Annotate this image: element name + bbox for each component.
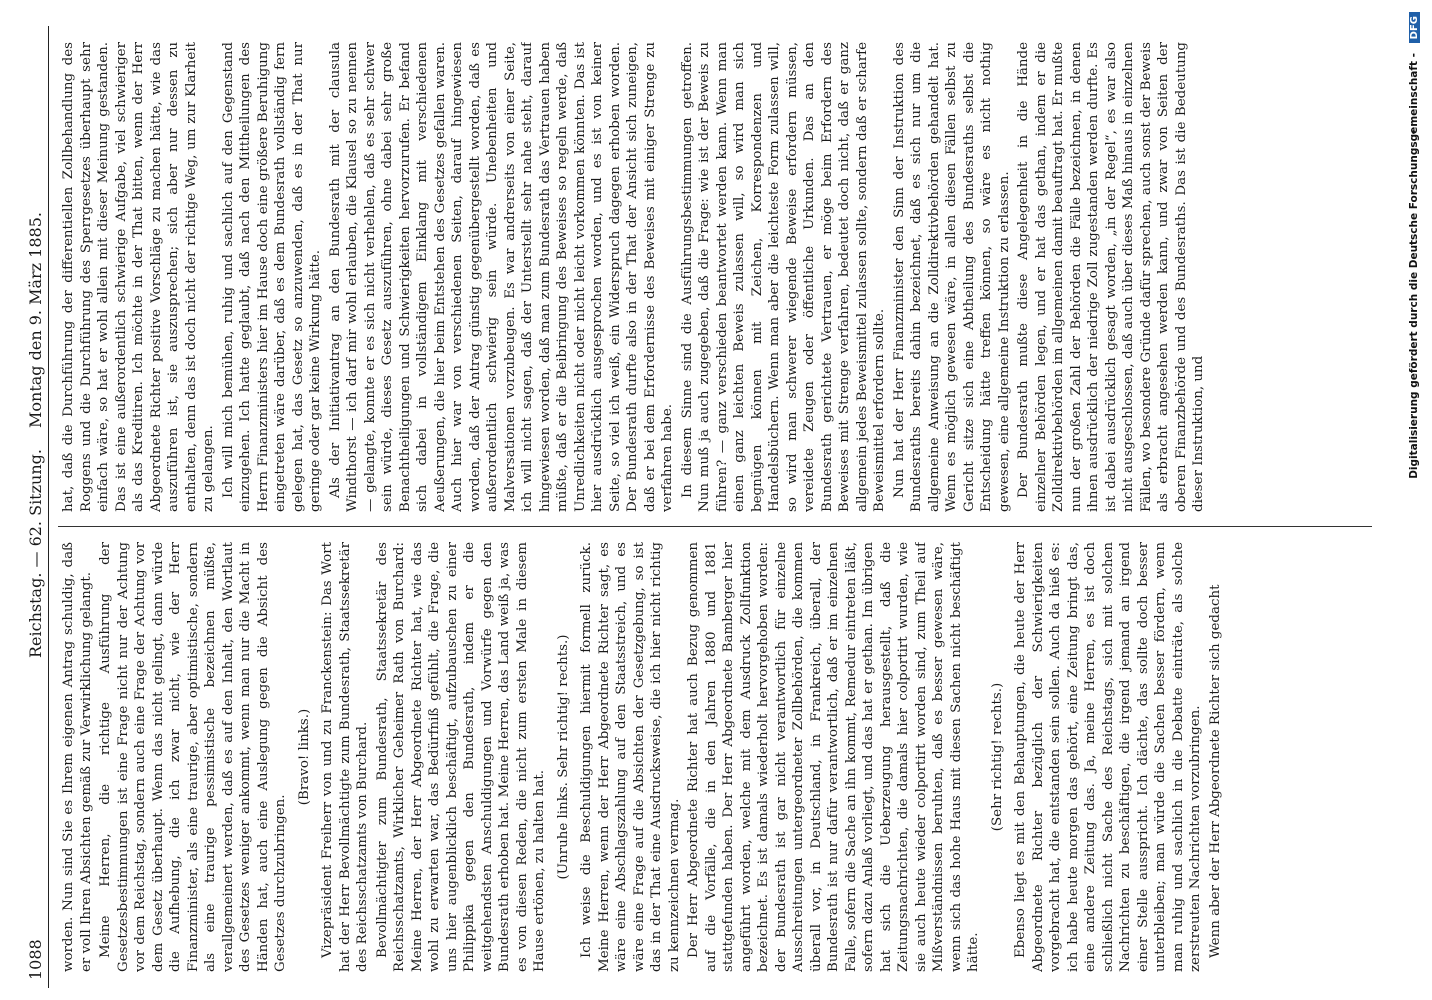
- paragraph: Bevollmächtigter zum Bundesrath, Staatssekretär des Reichsschatzamts, Wirklicher Geheimer Rath von Burchard: Meine Herren, der Herr Abgeordnete Richter hat, wie das wohl zu erwarten war, das Bedürfniß gefühlt, die Frage, die uns hier augenblicklich beschäftigt, aufzubauschen zu einer Philippika gegen den Bundesrath, indem er die weitgehendsten Anschuldigungen und Vorwürfe gegen den Bundesrath erhoben hat. Meine Herren, das Land weiß ja, was es von diesen Reden, die nicht zum ersten Male in diesem Hause ertönen, zu halten hat.: [374, 542, 547, 972]
- paragraph: (Sehr richtig! rechts.): [989, 682, 1005, 832]
- paragraph: (Bravo! links.): [296, 708, 312, 806]
- paragraph: hat, daß die Durchführung der differentiellen Zollbehandlung des Roggens und die Durchführung des Sperrgesetzes überhaupt sehr einfach wäre, so hat er wohl allein mit dieser Meinung gestanden. Das ist eine außerordentlich schwierige Aufgabe, viel schwieriger als das Kreditiren. Ich möchte in der That bitten, wenn der Herr Abgeordnete Richter positive Vorschläge zu machen hätte, wie das auszuführen ist, sie auszusprechen; sich aber nur dessen zu enthalten, denn das ist doch nicht der richtige Weg, um zur Klarheit zu gelangen.: [61, 42, 216, 512]
- paragraph: Vizepräsident Freiherr von und zu Franckenstein: Das Wort hat der Herr Bevollmächtigte zum Bundesrath, Staatssekretär des Reichsschatzamts von Burchard.: [320, 542, 370, 972]
- paragraph: Ich will mich bemühen, ruhig und sachlich auf den Gegenstand einzugehen. Ich hatte geglaubt, daß nach den Mittheilungen des Herrn Finanzministers hier im Hause doch eine größere Beruhigung eingetreten wäre darüber, daß es dem Bundesrath vollständig fern gelegen hat, das Gesetz so anzuwenden, daß es in der That nur geringe oder gar keine Wirkung hätte.: [220, 42, 323, 512]
- page-header: [22, 26, 49, 988]
- text-column-left: [60, 542, 1370, 972]
- paragraph: Der Herr Abgeordnete Richter hat auch Bezug genommen auf die Vorfälle, die in den Jahren 1880 und 1881 stattgefunden haben. Der Herr Abgeordnete Bamberger hier angeführt worden, welche mit dem Ausdruck Zollfunktion bezeichnet. Es ist damals wiederholt hervorgehoben worden: der Bundesrath ist gar nicht verantwortlich für einzelne Ausschreitungen untergeordneter Zollbehörden, die kommen überall vor, in Deutschland, in Frankreich, überall, der Bundesrath ist nur dafür verantwortlich, daß er im einzelnen Falle, sofern die Sache an ihn kommt, Remedur eintreten läßt, sofern dazu Anlaß vorliegt, und das hat er gethan. Im übrigen hat sich die Ueberzeugung herausgestellt, daß die Zeitungsnachrichten, die damals hier colportirt wurden, wie sie auch heute wieder colportirt worden sind, zum Theil auf Mißverständnissen beruhten, daß es besser gewesen wäre, wenn sich das hohe Haus mit diesen Sachen nicht beschäftigt hätte.: [686, 542, 981, 972]
- page-number: 1088: [26, 939, 45, 980]
- paragraph: In diesem Sinne sind die Ausführungsbestimmungen getroffen. Nun muß ja auch zugegeben, daß die Frage: wie ist der Beweis zu führen? — ganz verschieden beantwortet werden kann. Wenn man einen ganz leichten Beweis zulassen will, so wird man sich begnügen können mit Zeichen, Korrespondenzen und Handelsbüchern. Wenn man aber die leichteste Form zulassen will, so wird man schwerer wiegende Beweise erfordern müssen, vereidete Zeugen oder öffentliche Urkunden. Das an den Bundesrath gerichtete Vertrauen, er möge beim Erfordern des Beweises mit Strenge verfahren, bedeutet doch nicht, daß er ganz allgemein jedes Beweismittel zulassen sollte, sondern daß er scharfe Beweismittel erfordern sollte.: [679, 42, 887, 512]
- paragraph: Wenn aber der Herr Abgeordnete Richter sich gedacht: [1207, 584, 1223, 958]
- paragraph: Nun hat der Herr Finanzminister den Sinn der Instruktion des Bundesraths bereits dahin bezeichnet, daß es sich nur um die allgemeine Anweisung an die Zolldirektivbehörden gehandelt hat. Wenn es möglich gewesen wäre, in allen diesen Fällen selbst zu Gericht sitze sich eine Abtheilung des Bundesraths selbst die Entscheidung hätte treffen können, so wäre es nicht nothig gewesen, eine allgemeine Instruktion zu erlassen.: [891, 42, 1012, 512]
- paragraph: (Unruhe links. Sehr richtig! rechts.): [555, 634, 571, 880]
- session-date: Montag den 9. März 1885.: [26, 212, 45, 428]
- paragraph: Als der Initiativantrag an den Bundesrath mit der clausula Windthorst — ich darf mir wohl erlauben, die Klausel so zu nennen — gelangte, konnte er es sich nicht verhehlen, daß es sehr schwer sein würde, dieses Gesetz auszuführen, ohne dabei sehr große Benachtheiligungen und Schwierigkeiten hervorzurufen. Er befand sich dabei in vollständigem Einklang mit verschiedenen Aeußerungen, die hier beim Entstehen des Gesetzes gefallen waren. Auch hier war von verschiedenen Seiten, darauf hingewiesen worden, daß der Antrag günstig gegenübergestellt worden, daß es außerordentlich schwierig sein würde. Unebenheiten und Malversationen vorzubeugen. Es war andrerseits von einer Seite, ich will nicht sagen, daß der Unterstellt sehr nahe steht, darauf hingewiesen worden, daß man zum Bundesrath das Vertrauen haben müßte, daß er die Beibringung des Beweises so regeln werde, daß Unredlichkeiten nicht oder nicht leicht vorkommen könnten. Das ist hier ausdrücklich ausgesprochen worden, und es ist von keiner Seite, so viel ich weiß, ein Widerspruch dagegen erhoben worden. Der Bundesrath durfte also in der That der Ansicht sich zuneigen, daß er bei dem Erfordernisse des Beweises mit einiger Strenge zu verfahren habe.: [327, 42, 675, 512]
- paragraph: Meine Herren, die richtige Ausführung der Gesetzesbestimmungen ist eine Frage nicht nur der Achtung vor dem Reichstag, sondern auch eine Frage der Achtung vor dem Gesetz überhaupt. Wenn das nicht gelingt, dann würde die Aufhebung, die ich zwar nicht, wie der Herr Finanzminister, als eine traurige, aber optimistische, sondern als eine traurige pessimistische bezeichnen müßte, verallgemeinert werden, daß es auf den Inhalt, den Wortlaut des Gesetzes weniger ankommt, wenn man nur die Macht in Händen hat, auch eine Auslegung gegen die Absicht des Gesetzes durchzubringen.: [98, 542, 288, 972]
- paragraph: Ebenso liegt es mit den Behauptungen, die heute der Herr Abgeordnete Richter bezüglich der Schwierigkeiten vorgebracht hat, die entstanden sein sollen. Auch da hieß es: ich habe heute morgen das gehört, eine Zeitung bringt das, eine andere Zeitung das. Ja, meine Herren, es ist doch schließlich nicht Sache des Reichstags, sich mit solchen Nachrichten zu beschäftigen, die irgend jemand an irgend einer Stelle ausspricht. Ich dächte, das sollte doch besser unterbleiben; man würde die Sachen besser fördern, wenn man ruhig und sachlich in die Debatte einträte, als solche zerstreuten Nachrichten vorzubringen.: [1013, 542, 1203, 972]
- digitization-credit: [1408, 12, 1428, 992]
- paragraph: Ich weise die Beschuldigungen hiermit formell zurück. Meine Herren, wenn der Herr Abgeordnete Richter sagt, es wäre eine Abschlagszahlung auf den Staatsstreich, und es wäre eine Frage auf die Absichten der Gesetzgebung, so ist das in der That eine Ausdrucksweise, die ich hier nicht richtig zu kennzeichnen vermag.: [579, 542, 682, 972]
- credit-text: Digitalisierung gefördert durch die Deutsche Forschungsgemeinschaft -: [1408, 53, 1420, 479]
- paragraph: worden. Nun sind Sie es Ihrem eigenen Antrag schuldig, daß er voll Ihren Absichten gemäß zur Verwirklichung gelangt.: [61, 542, 94, 972]
- paragraph: Der Bundesrath mußte diese Angelegenheit in die Hände einzelner Behörden legen, und er hat das gethan, indem er die Zolldirektivbehörden im allgemeinen damit beauftragt hat. Er mußte nun der großen Zahl der Behörden die Fälle bezeichnen, in denen ihnen ausdrücklich der niedrige Zoll zugestanden werden durfte. Es ist dabei ausdrücklich gesagt worden, „in der Regel“, es war also nicht ausgeschlossen, daß auch über dieses Maß hinaus in einzelnen Fällen, wo besondere Gründe dafür sprechen, auch sonst der Beweis als erbracht angesehen werden kann, und zwar von Seiten der oberen Finanzbehörde und des Bundesraths. Das ist die Bedeutung dieser Instruktion, und: [1016, 42, 1206, 512]
- text-column-middle: [60, 42, 1370, 512]
- dfg-logo: DFG: [1409, 12, 1420, 43]
- session-title: Reichstag. — 62. Sitzung.: [26, 449, 45, 658]
- column-divider: [58, 526, 1372, 527]
